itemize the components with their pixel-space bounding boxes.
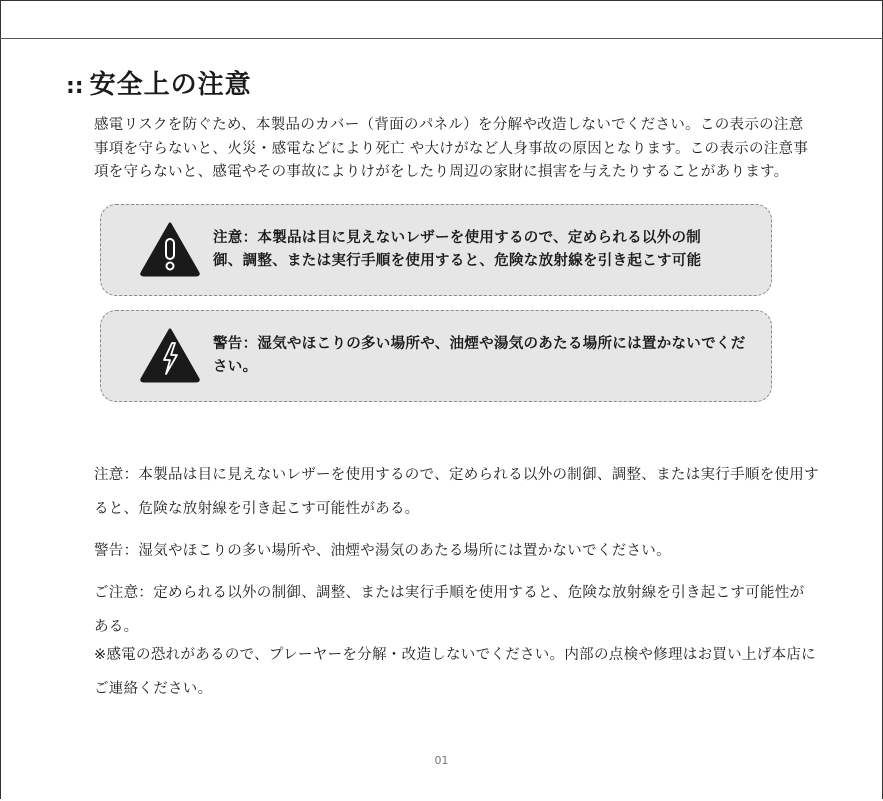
caution-line-1: 注意：本製品は目に見えないレザーを使用するので、定められる以外の制 bbox=[213, 230, 702, 246]
note-caution: 注意：本製品は目に見えないレザーを使用するので、定められる以外の制御、調整、または実行手順を使用すると、危険な放射線を引き起こす可能性がある。 bbox=[94, 467, 819, 517]
page-number: 01 bbox=[434, 754, 449, 767]
intro-paragraph: 感電リスクを防ぐため、本製品のカバー（背面のパネル）を分解や改造しないでください。この表示の注意事項を守らないと、火災・感電などにより死亡 や大けがなど人身事故の原因となります。この表示の注意事項を守らないと、感電やその事故によりけがをしたり周辺の家財に損害を与えたりすることがあります。 bbox=[94, 117, 809, 180]
warning-text: 警告：湿気やほこりの多い場所や、油煙や湯気のあたる場所には置かないでください。 bbox=[213, 336, 746, 375]
exclamation-warning-icon bbox=[139, 221, 201, 277]
warning-box bbox=[100, 310, 772, 402]
notes-section bbox=[94, 458, 819, 706]
lightning-warning-icon bbox=[139, 327, 201, 383]
note-warning: 警告：湿気やほこりの多い場所や、油煙や湯気のあたる場所には置かないでください。 bbox=[94, 543, 671, 559]
title-text: 安全上の注意 bbox=[89, 70, 252, 100]
title-bullet: :: bbox=[66, 74, 84, 99]
caution-line-2: 御、調整、または実行手順を使用すると、危険な放射線を引き起こす可能 bbox=[213, 252, 702, 269]
caution-box bbox=[100, 204, 772, 296]
caution-text bbox=[213, 227, 758, 272]
header-divider bbox=[0, 38, 883, 39]
note-attention: ご注意：定められる以外の制御、調整、または実行手順を使用すると、危険な放射線を引き起こす可能性がある。 bbox=[94, 585, 805, 635]
note-electric-shock: ※感電の恐れがあるので、プレーヤーを分解・改造しないでください。内部の点検や修理はお買い上げ本店にご連絡ください。 bbox=[94, 647, 816, 697]
top-border bbox=[0, 0, 883, 1]
page-title bbox=[66, 64, 252, 101]
